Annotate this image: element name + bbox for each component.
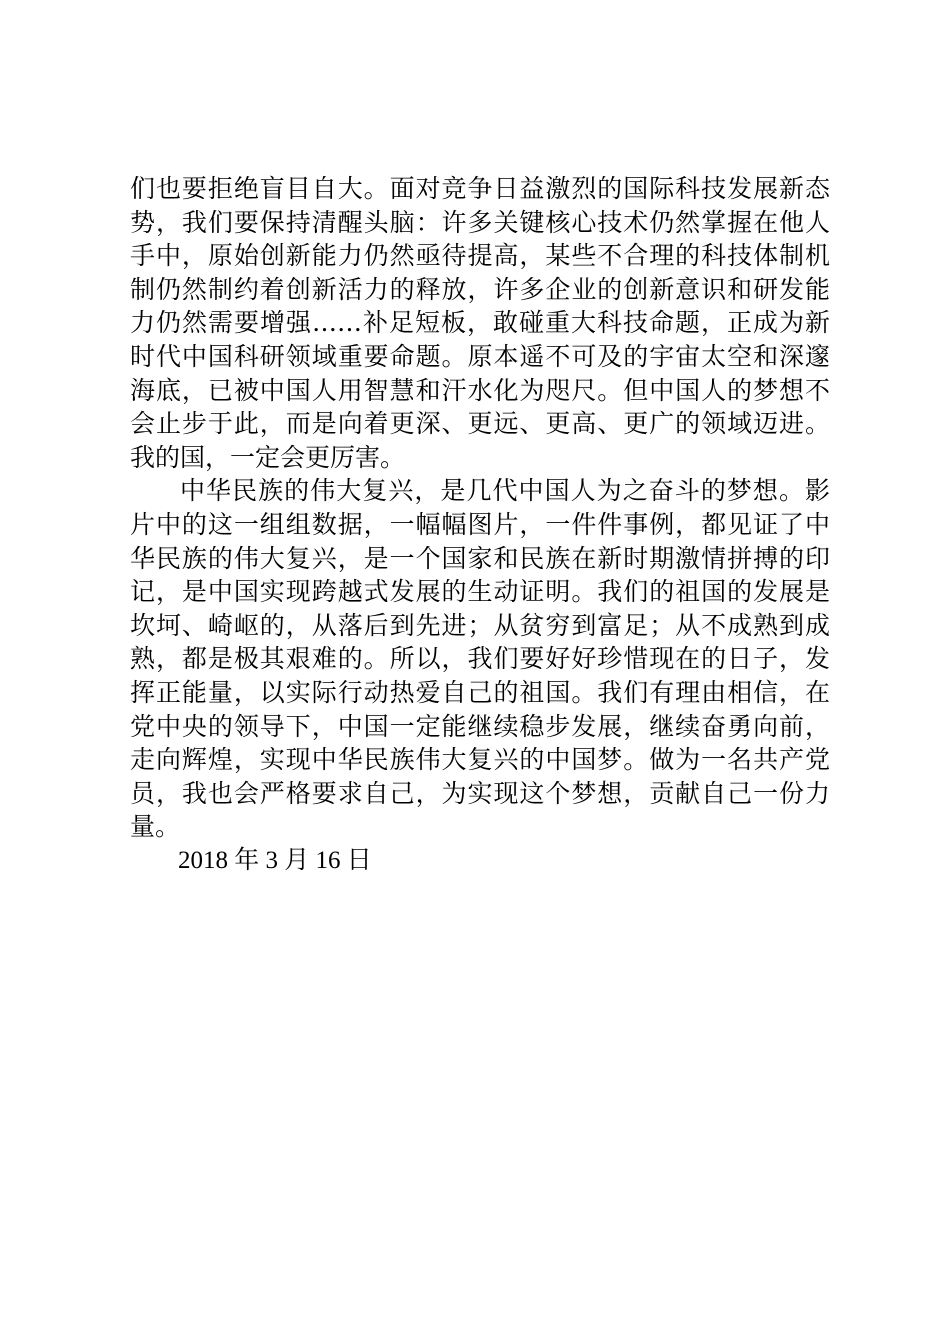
paragraph-line: 员，我也会严格要求自己，为实现这个梦想，贡献自己一份力 (130, 778, 830, 808)
paragraph-line: 记，是中国实现跨越式发展的生动证明。我们的祖国的发展是 (130, 577, 830, 607)
paragraph-line: 片中的这一组组数据，一幅幅图片，一件件事例，都见证了中 (130, 509, 830, 539)
paragraph-2 (130, 474, 830, 844)
paragraph-line: 势，我们要保持清醒头脑：许多关键核心技术仍然掌握在他人 (130, 207, 830, 237)
paragraph-line: 手中，原始创新能力仍然亟待提高，某些不合理的科技体制机 (130, 241, 830, 271)
paragraph-line: 我的国，一定会更厉害。 (130, 442, 406, 472)
document-date: 2018 年 3 月 16 日 (178, 846, 372, 874)
paragraph-line: 走向辉煌，实现中华民族伟大复兴的中国梦。做为一名共产党 (130, 745, 830, 775)
paragraph-line: 力仍然需要增强……补足短板，敢碰重大科技命题，正成为新 (130, 308, 830, 338)
paragraph-line: 党中央的领导下，中国一定能继续稳步发展，继续奋勇向前， (130, 711, 830, 741)
paragraph-line: 制仍然制约着创新活力的释放，许多企业的创新意识和研发能 (130, 274, 830, 304)
paragraph-line: 中华民族的伟大复兴，是几代中国人为之奋斗的梦想。影 (180, 476, 830, 506)
paragraph-line: 坎坷、崎岖的，从落后到先进；从贫穷到富足；从不成熟到成 (130, 610, 830, 640)
paragraph-line: 时代中国科研领域重要命题。原本遥不可及的宇宙太空和深邃 (130, 341, 830, 371)
paragraph-line: 熟，都是极其艰难的。所以，我们要好好珍惜现在的日子，发 (130, 644, 830, 674)
paragraph-line: 们也要拒绝盲目自大。面对竞争日益激烈的国际科技发展新态 (130, 174, 830, 203)
paragraph-line: 会止步于此，而是向着更深、更远、更高、更广的领域迈进。 (130, 409, 830, 439)
paragraph-line: 华民族的伟大复兴，是一个国家和民族在新时期激情拼搏的印 (130, 543, 830, 573)
paragraph-line: 量。 (130, 812, 181, 842)
paragraph-1 (130, 172, 830, 474)
paragraph-line: 海底，已被中国人用智慧和汗水化为咫尺。但中国人的梦想不 (130, 375, 830, 405)
document-body (130, 172, 830, 877)
paragraph-line: 挥正能量，以实际行动热爱自己的祖国。我们有理由相信，在 (130, 677, 830, 707)
